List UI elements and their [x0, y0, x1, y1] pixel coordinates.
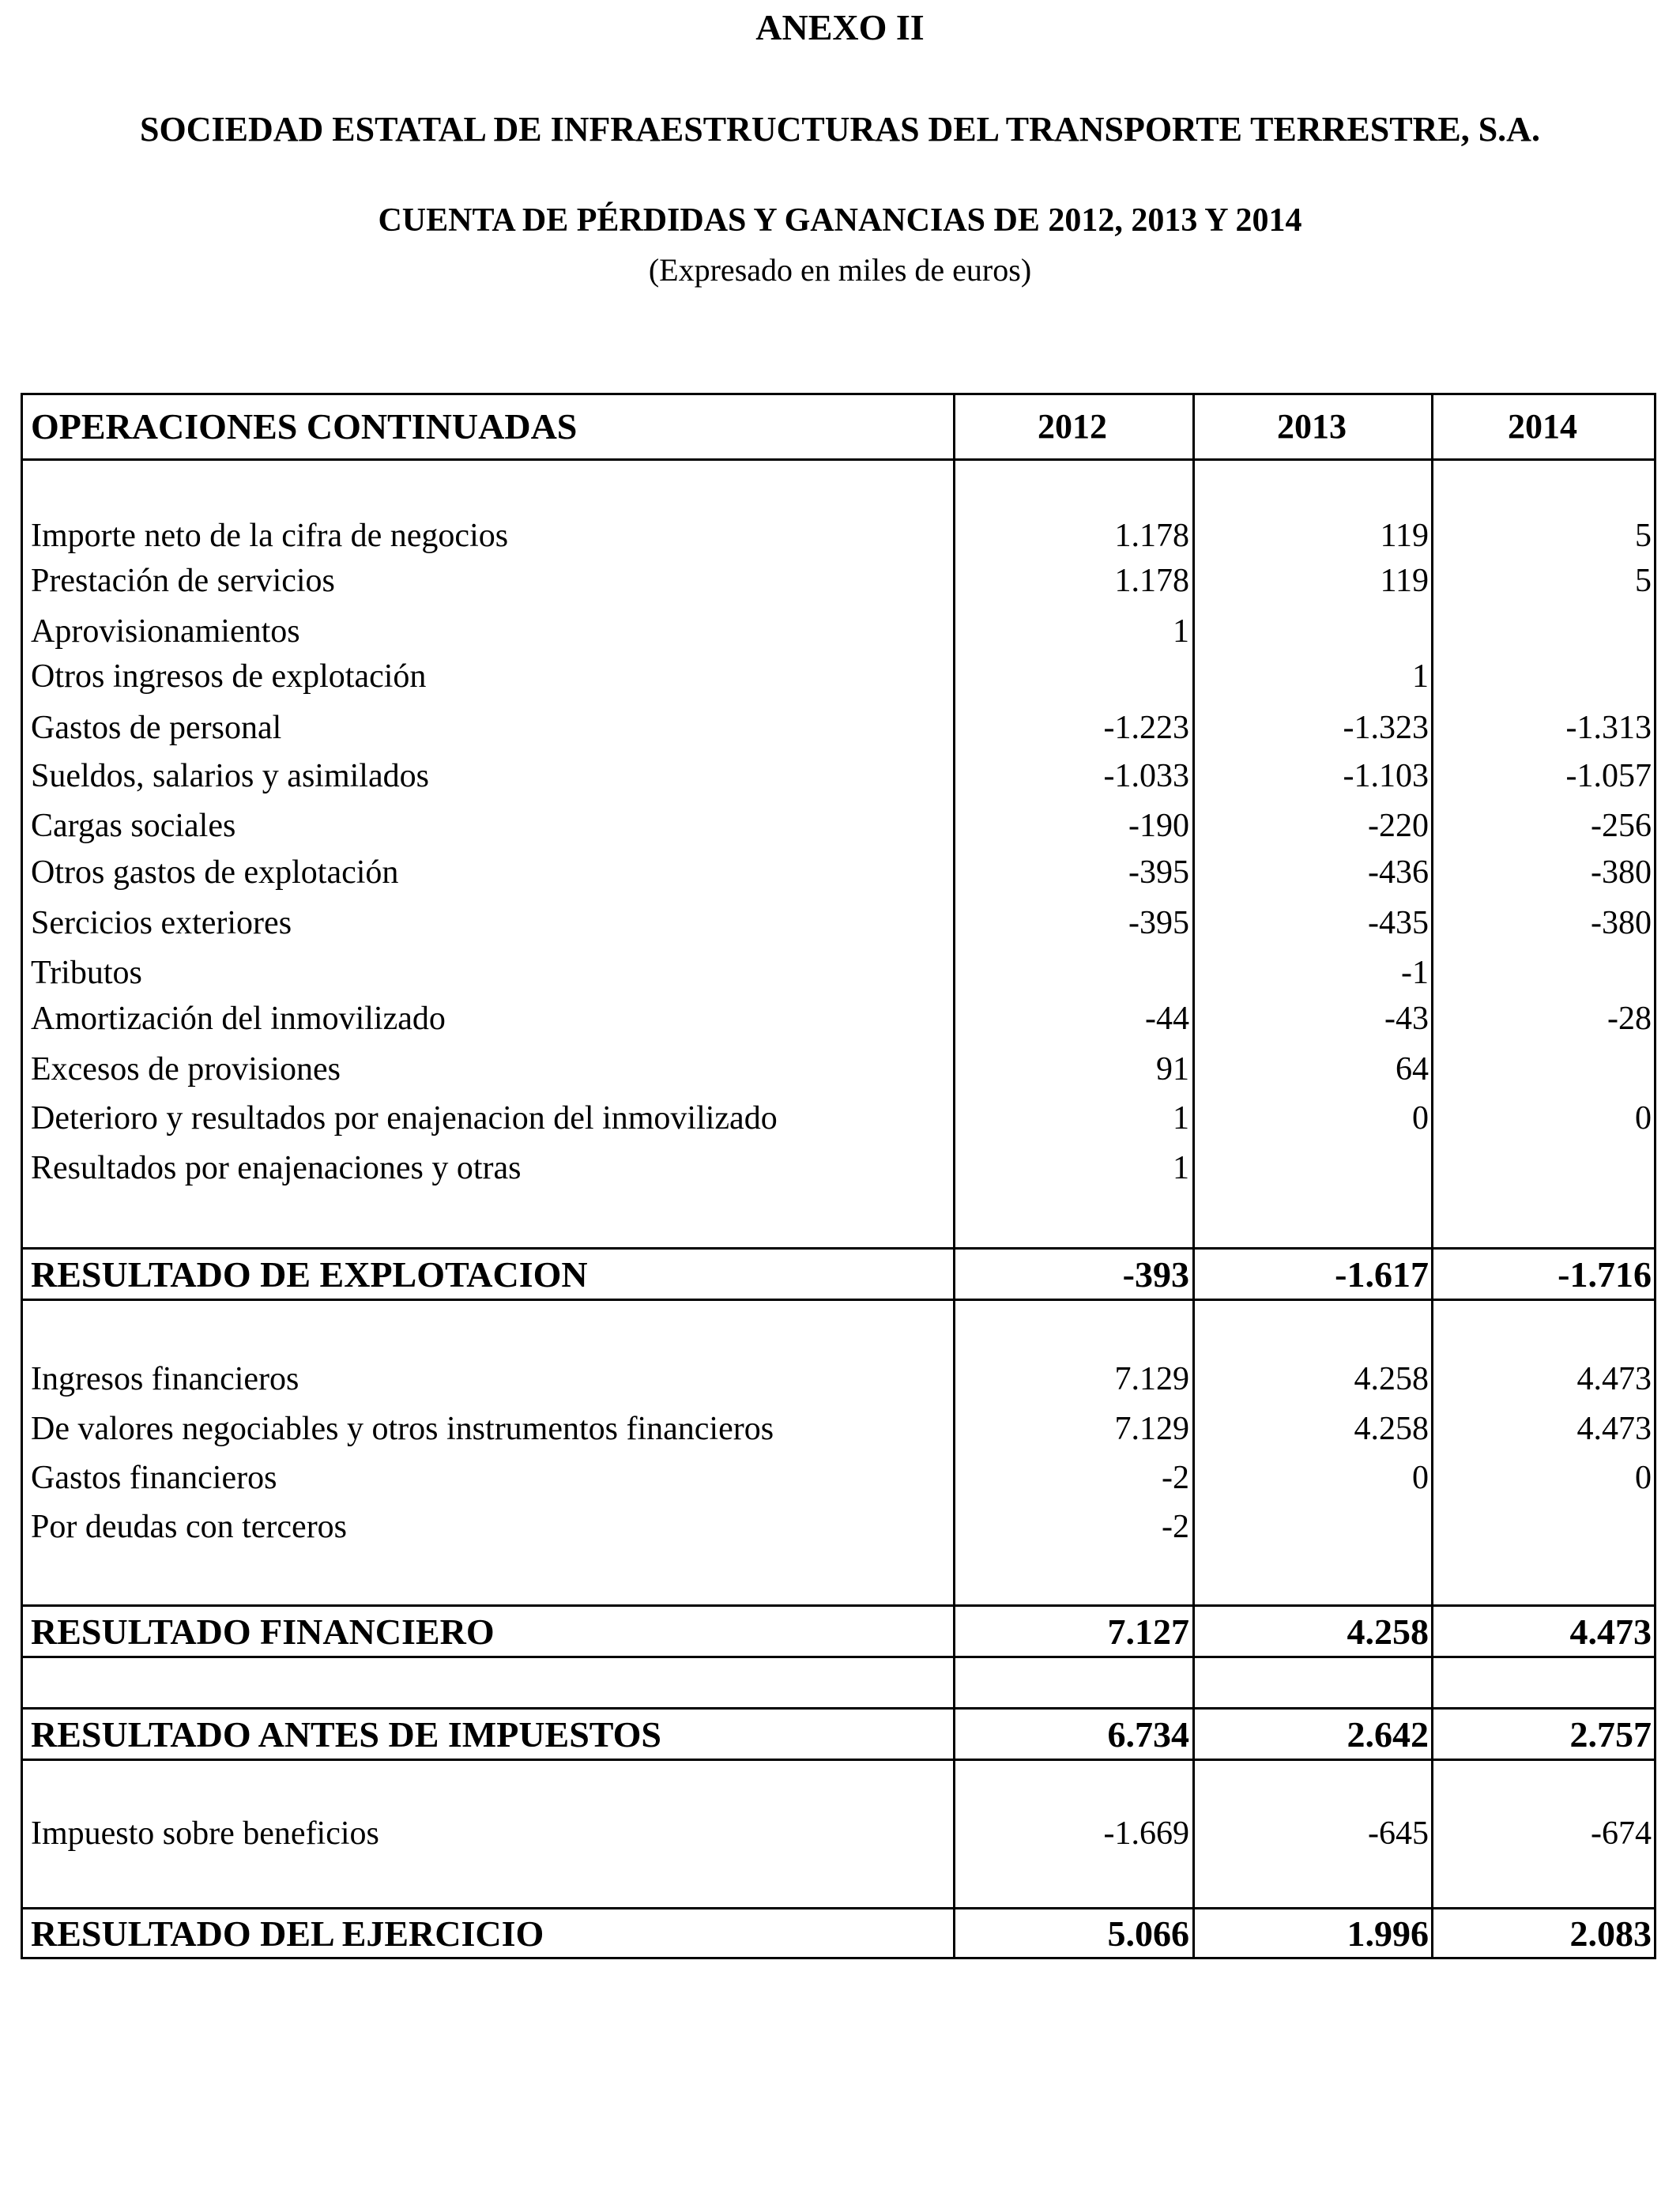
value-2014: 0 — [1635, 1100, 1652, 1137]
total-row-pretax-result — [23, 1715, 1654, 1755]
table-row — [23, 806, 1654, 846]
value-2014: 4.473 — [1576, 1361, 1652, 1397]
row-divider — [23, 1299, 1654, 1301]
value-2012: 7.127 — [1107, 1612, 1189, 1652]
row-label: Gastos de personal — [31, 710, 282, 746]
row-label: RESULTADO DE EXPLOTACION — [31, 1254, 588, 1295]
value-2014 — [1433, 1050, 1652, 1089]
table-row — [23, 1099, 1654, 1138]
value-2012: -395 — [1128, 905, 1189, 941]
row-label: Sercicios exteriores — [31, 905, 292, 941]
row-label: Resultados por enajenaciones y otras — [31, 1150, 522, 1186]
table-row — [23, 612, 1654, 651]
value-2013: 4.258 — [1354, 1411, 1429, 1447]
value-2013: -220 — [1368, 808, 1429, 844]
table-row — [23, 1814, 1654, 1853]
value-2012: -395 — [1128, 854, 1189, 891]
value-2013: 119 — [1380, 563, 1429, 599]
row-divider — [23, 1759, 1654, 1761]
year-2013-header: 2013 — [1277, 407, 1347, 446]
table-row — [23, 999, 1654, 1039]
company-name: SOCIEDAD ESTATAL DE INFRAESTRUCTURAS DEL TRANSPORTE TERRESTRE, S.A. — [140, 110, 1540, 149]
row-label: Cargas sociales — [31, 808, 236, 844]
value-2012: 1.178 — [1114, 518, 1189, 554]
row-label: Aprovisionamientos — [31, 613, 300, 650]
value-2014: 5 — [1635, 563, 1652, 599]
value-2013: -436 — [1368, 854, 1429, 891]
value-2012: 1 — [1173, 1100, 1189, 1137]
table-row — [23, 1507, 1654, 1547]
value-2012: 7.129 — [1114, 1411, 1189, 1447]
row-divider — [23, 1247, 1654, 1250]
row-label: Excesos de provisiones — [31, 1051, 341, 1088]
value-2012 — [955, 953, 1189, 993]
row-label: Gastos financieros — [31, 1460, 277, 1496]
row-label: Tributos — [31, 955, 142, 991]
value-2012: -2 — [1162, 1509, 1189, 1545]
value-2014: -674 — [1591, 1815, 1652, 1852]
value-2014: -380 — [1591, 854, 1652, 891]
row-label: RESULTADO ANTES DE IMPUESTOS — [31, 1714, 662, 1755]
row-divider — [23, 1907, 1654, 1909]
table-row — [23, 853, 1654, 892]
value-2013: -645 — [1368, 1815, 1429, 1852]
value-2013: 1.996 — [1347, 1913, 1429, 1954]
row-label: Por deudas con terceros — [31, 1509, 348, 1545]
value-2013: -1.103 — [1343, 758, 1429, 794]
value-2012: 5.066 — [1107, 1913, 1189, 1954]
value-2013: -435 — [1368, 905, 1429, 941]
value-2012: -190 — [1128, 808, 1189, 844]
value-2014: 5 — [1635, 518, 1652, 554]
table-row — [23, 756, 1654, 796]
value-2012: -1.223 — [1103, 710, 1189, 746]
value-2012: -1.033 — [1103, 758, 1189, 794]
value-2014: -1.057 — [1565, 758, 1652, 794]
value-2013: 0 — [1412, 1100, 1429, 1137]
value-2012: -1.669 — [1103, 1815, 1189, 1852]
value-2012: -2 — [1162, 1460, 1189, 1496]
total-row-operating-result — [23, 1255, 1654, 1295]
row-label: RESULTADO DEL EJERCICIO — [31, 1913, 544, 1954]
value-2013: 2.642 — [1347, 1714, 1429, 1755]
value-2013: 119 — [1380, 518, 1429, 554]
value-2012: 1.178 — [1114, 563, 1189, 599]
value-2014 — [1433, 657, 1652, 696]
value-2014 — [1433, 612, 1652, 651]
table-row — [23, 1050, 1654, 1089]
row-label: Importe neto de la cifra de negocios — [31, 518, 509, 554]
total-row-net-result — [23, 1914, 1654, 1954]
annex-title: ANEXO II — [755, 7, 925, 47]
table-row — [23, 953, 1654, 993]
value-2014: -1.313 — [1565, 710, 1652, 746]
table-row — [23, 1359, 1654, 1399]
value-2014: -256 — [1591, 808, 1652, 844]
year-2014-header: 2014 — [1508, 407, 1577, 446]
row-divider — [23, 1707, 1654, 1710]
row-label: Impuesto sobre beneficios — [31, 1815, 379, 1852]
statement-title: CUENTA DE PÉRDIDAS Y GANANCIAS DE 2012, 2013 Y 2014 — [378, 202, 1302, 239]
value-2012: 6.734 — [1107, 1714, 1189, 1755]
row-divider — [23, 458, 1654, 461]
value-2013: 4.258 — [1354, 1361, 1429, 1397]
value-2012: -44 — [1145, 1001, 1189, 1037]
value-2012 — [955, 657, 1189, 696]
row-label: Deterioro y resultados por enajenacion del inmovilizado — [31, 1100, 778, 1137]
value-2012: 91 — [1156, 1051, 1189, 1088]
value-2012: -393 — [1122, 1254, 1189, 1295]
value-2013 — [1195, 1507, 1429, 1547]
value-2014: 4.473 — [1576, 1411, 1652, 1447]
income-statement-table — [21, 393, 1656, 1959]
year-2012-header: 2012 — [1038, 407, 1107, 446]
table-row — [23, 1148, 1654, 1188]
value-2013: 1 — [1412, 658, 1429, 695]
table-header-row — [23, 407, 1654, 447]
value-2014: -28 — [1607, 1001, 1652, 1037]
row-label: Otros ingresos de explotación — [31, 658, 427, 695]
value-2013: -43 — [1384, 1001, 1429, 1037]
value-2013: -1 — [1401, 955, 1429, 991]
table-row — [23, 1409, 1654, 1449]
table-row — [23, 657, 1654, 696]
row-label: RESULTADO FINANCIERO — [31, 1612, 495, 1652]
value-2012: 7.129 — [1114, 1361, 1189, 1397]
value-2014: 0 — [1635, 1460, 1652, 1496]
value-2014: -380 — [1591, 905, 1652, 941]
table-row — [23, 1458, 1654, 1498]
value-2013: 4.258 — [1347, 1612, 1429, 1652]
value-2014: 2.757 — [1569, 1714, 1652, 1755]
value-2013: 64 — [1396, 1051, 1429, 1088]
value-2013 — [1195, 1148, 1429, 1188]
value-2014 — [1433, 1148, 1652, 1188]
value-2013: 0 — [1412, 1460, 1429, 1496]
row-label: De valores negociables y otros instrumentos financieros — [31, 1411, 774, 1447]
table-row — [23, 903, 1654, 943]
row-label: Sueldos, salarios y asimilados — [31, 758, 429, 794]
value-2013: -1.617 — [1335, 1254, 1429, 1295]
table-row — [23, 708, 1654, 748]
value-2014 — [1433, 953, 1652, 993]
row-label: Prestación de servicios — [31, 563, 335, 599]
value-2014 — [1433, 1507, 1652, 1547]
value-2014: 4.473 — [1569, 1612, 1652, 1652]
row-label: Ingresos financieros — [31, 1361, 299, 1397]
section-title: OPERACIONES CONTINUADAS — [31, 406, 578, 447]
units-note: (Expresado en miles de euros) — [648, 252, 1032, 288]
table-row — [23, 561, 1654, 601]
total-row-financial-result — [23, 1612, 1654, 1652]
row-label: Amortización del inmovilizado — [31, 1001, 446, 1037]
row-divider — [23, 1604, 1654, 1607]
value-2012: 1 — [1173, 613, 1189, 650]
value-2014: -1.716 — [1558, 1254, 1652, 1295]
value-2014: 2.083 — [1569, 1913, 1652, 1954]
value-2013 — [1195, 612, 1429, 651]
value-2013: -1.323 — [1343, 710, 1429, 746]
table-row — [23, 516, 1654, 556]
row-label: Otros gastos de explotación — [31, 854, 399, 891]
value-2012: 1 — [1173, 1150, 1189, 1186]
row-divider — [23, 1656, 1654, 1658]
